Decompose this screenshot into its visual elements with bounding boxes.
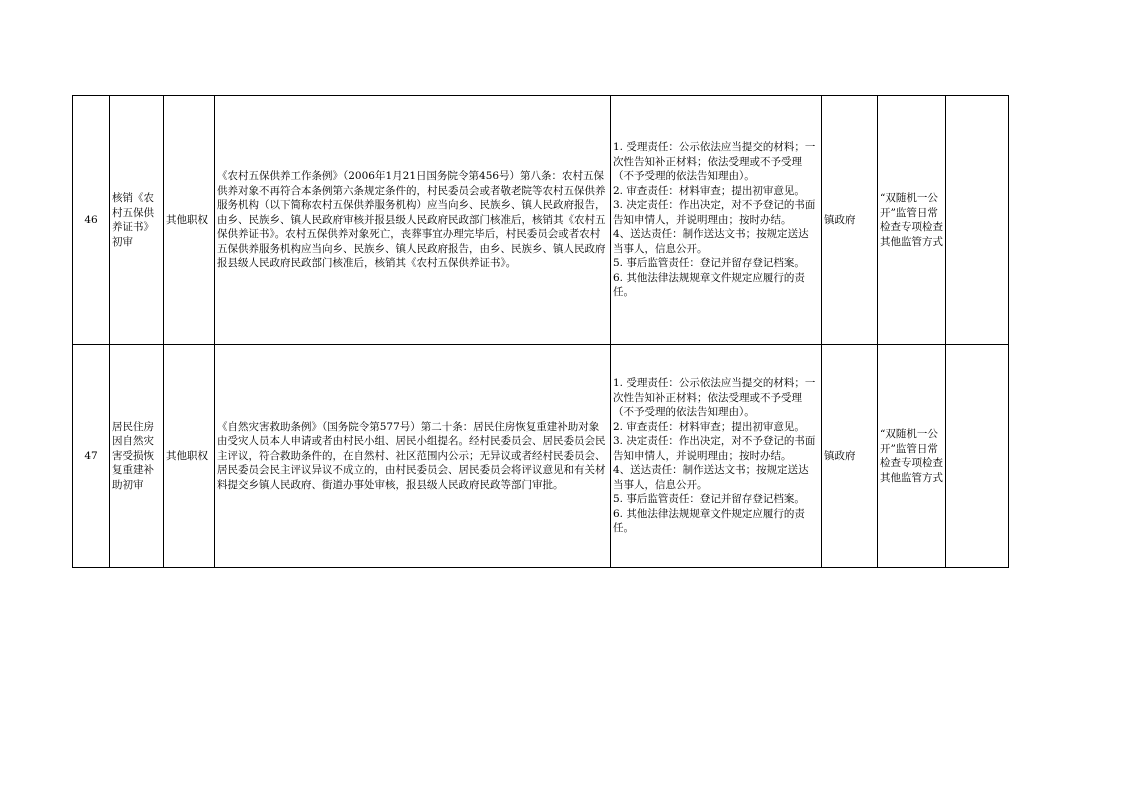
responsibility-list bbox=[611, 96, 822, 345]
legal-basis bbox=[215, 345, 611, 568]
responsibility-item: 1. 受理责任：公示依法应当提交的材料；一次性告知补正材料；依法受理或不予受理（不予受理的依法告知理由）。 bbox=[613, 377, 816, 419]
responsibility-item: 5. 事后监管责任：登记并留存登记档案。 bbox=[613, 493, 805, 506]
responsible-department: 镇政府 bbox=[822, 96, 878, 345]
legal-basis-text: 《自然灾害救助条例》（国务院令第577号）第二十条：居民住房恢复重建补助对象由受灾人员本人申请或者由村民小组、居民小组提名。经村民委员会、居民委员会民主评议，符合救助条件的，在自然村、社区范围内公示；无异议或者经村民委员会、居民委员会民主评议异议不成立的，由村民委员会、居民委员会将评议意见和有关材料提交乡镇人民政府、街道办事处审核，报县级人民政府民政等部门审批。 bbox=[217, 420, 606, 491]
row-number: 47 bbox=[73, 345, 110, 568]
supervision-method: “双随机一公开”监管日常检查专项检查其他监管方式 bbox=[878, 96, 946, 345]
responsibility-item: 5. 事后监管责任：登记并留存登记档案。 bbox=[613, 257, 805, 270]
responsibility-item: 1. 受理责任：公示依法应当提交的材料；一次性告知补正材料；依法受理或不予受理（不予受理的依法告知理由）。 bbox=[613, 141, 816, 183]
responsibility-item: 6. 其他法律法规规章文件规定应履行的责任。 bbox=[613, 507, 805, 535]
responsibility-item: 2. 审查责任：材料审查；提出初审意见。 bbox=[613, 420, 805, 433]
responsibility-list bbox=[611, 345, 822, 568]
table-row bbox=[73, 345, 1009, 568]
responsibility-item: 3. 决定责任：作出决定，对不予登记的书面告知申情人，并说明理由；按时办结。 bbox=[613, 199, 816, 226]
duty-category: 其他职权 bbox=[164, 345, 215, 568]
responsibility-item: 4、送达责任：制作送达文书；按规定送达当事人，信息公开。 bbox=[613, 228, 809, 255]
responsibility-item: 3. 决定责任：作出决定，对不予登记的书面告知申情人，并说明理由；按时办结。 bbox=[613, 435, 816, 462]
responsibility-item: 4、送达责任：制作送达文书；按规定送达当事人，信息公开。 bbox=[613, 464, 809, 491]
responsibility-item: 2. 审查责任：材料审查；提出初审意见。 bbox=[613, 184, 805, 197]
remark-cell bbox=[946, 345, 1009, 568]
row-number: 46 bbox=[73, 96, 110, 345]
duty-category: 其他职权 bbox=[164, 96, 215, 345]
supervision-method: “双随机一公开”监管日常检查专项检查其他监管方式 bbox=[878, 345, 946, 568]
duty-list-table bbox=[72, 95, 1009, 568]
table-row bbox=[73, 96, 1009, 345]
legal-basis-text: 《农村五保供养工作条例》（2006年1月21日国务院令第456号）第八条：农村五保供养对象不再符合本条例第六条规定条件的，村民委员会或者敬老院等农村五保供养服务机构（以下简称农村五保供养服务机构）应当向乡、民族乡、镇人民政府报告，由乡、民族乡、镇人民政府审核并报县级人民政府民政部门核准后，核销其《农村五保供养证书》。农村五保供养对象死亡，丧葬事宜办理完毕后，村民委员会或者农村五保供养服务机构应当向乡、民族乡、镇人民政府报告，由乡、民族乡、镇人民政府报县级人民政府民政部门核准后，核销其《农村五保供养证书》。 bbox=[217, 170, 606, 270]
duty-name: 核销《农村五保供养证书》初审 bbox=[110, 96, 164, 345]
responsibility-item: 6. 其他法律法规规章文件规定应履行的责任。 bbox=[613, 271, 805, 299]
remark-cell bbox=[946, 96, 1009, 345]
legal-basis bbox=[215, 96, 611, 345]
duty-name: 居民住房因自然灾害受损恢复重建补助初审 bbox=[110, 345, 164, 568]
responsible-department: 镇政府 bbox=[822, 345, 878, 568]
